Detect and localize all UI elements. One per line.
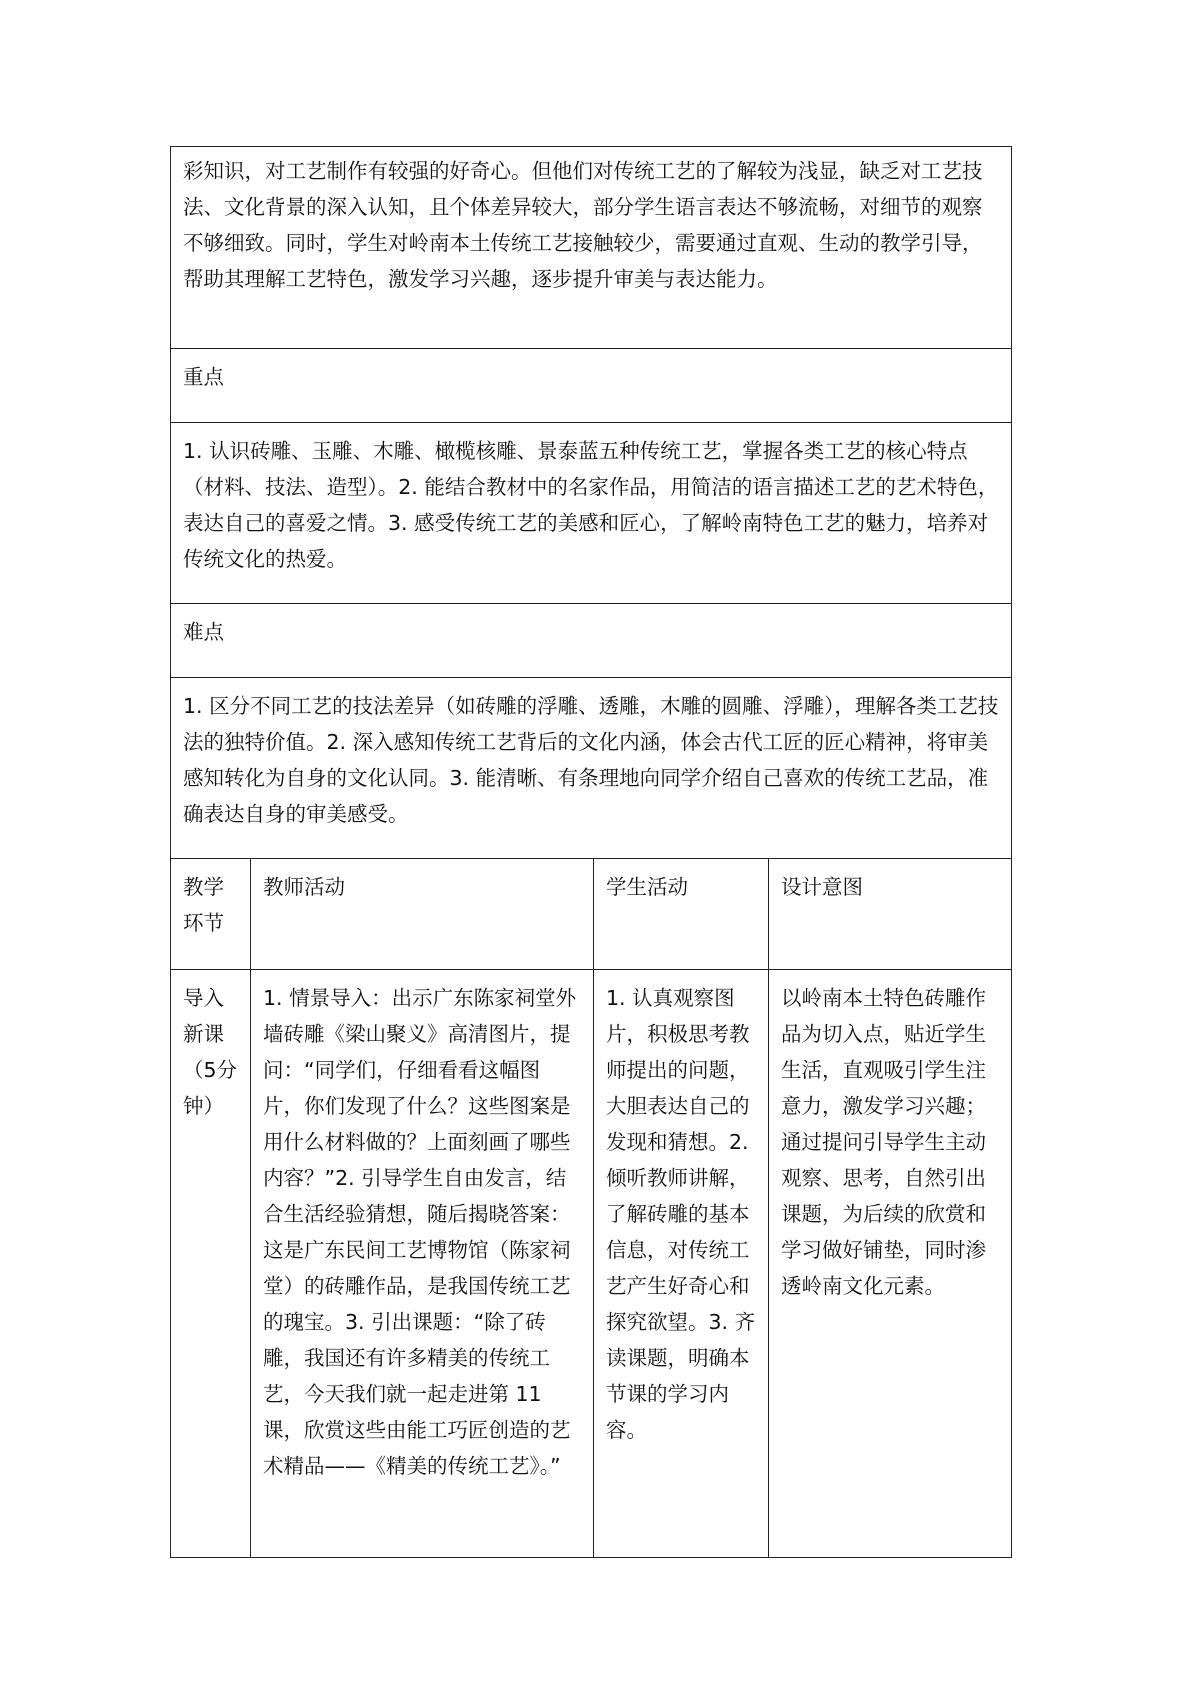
stage-cell: 导入新课（5分钟） xyxy=(171,970,251,1558)
header-teacher-activity: 教师活动 xyxy=(251,859,594,970)
header-student-activity: 学生活动 xyxy=(594,859,769,970)
difficult-points-content: 1. 区分不同工艺的技法差异（如砖雕的浮雕、透雕，木雕的圆雕、浮雕），理解各类工艺技法的独特价值。2. 深入感知传统工艺背后的文化内涵，体会古代工匠的匠心精神，将审美感知转化为自身的文化认同。3. 能清晰、有条理地向同学介绍自己喜欢的传统工艺品，准确表达自身的审美感受。 xyxy=(171,678,1012,859)
key-points-label-row xyxy=(171,349,1012,423)
header-stage: 教学环节 xyxy=(171,859,251,970)
difficult-points-label-row xyxy=(171,604,1012,678)
key-points-label: 重点 xyxy=(171,349,1012,423)
activity-header-row xyxy=(171,859,1012,970)
activity-row-introduction xyxy=(171,970,1012,1558)
student-analysis-row xyxy=(171,147,1012,349)
design-intent-cell: 以岭南本土特色砖雕作品为切入点，贴近学生生活，直观吸引学生注意力，激发学习兴趣；通过提问引导学生主动观察、思考，自然引出课题，为后续的欣赏和学习做好铺垫，同时渗透岭南文化元素。 xyxy=(769,970,1012,1558)
student-activity-cell: 1. 认真观察图片，积极思考教师提出的问题，大胆表达自己的发现和猜想。2. 倾听教师讲解，了解砖雕的基本信息，对传统工艺产生好奇心和探究欲望。3. 齐读课题，明确本节课的学习内容。 xyxy=(594,970,769,1558)
lesson-plan-table xyxy=(170,146,1012,1558)
key-points-content: 1. 认识砖雕、玉雕、木雕、橄榄核雕、景泰蓝五种传统工艺，掌握各类工艺的核心特点（材料、技法、造型）。2. 能结合教材中的名家作品，用简洁的语言描述工艺的艺术特色，表达自己的喜爱之情。3. 感受传统工艺的美感和匠心，了解岭南特色工艺的魅力，培养对传统文化的热爱。 xyxy=(171,423,1012,604)
header-design-intent: 设计意图 xyxy=(769,859,1012,970)
student-analysis-text: 彩知识，对工艺制作有较强的好奇心。但他们对传统工艺的了解较为浅显，缺乏对工艺技法、文化背景的深入认知，且个体差异较大，部分学生语言表达不够流畅，对细节的观察不够细致。同时，学生对岭南本土传统工艺接触较少，需要通过直观、生动的教学引导，帮助其理解工艺特色，激发学习兴趣，逐步提升审美与表达能力。 xyxy=(171,147,1012,349)
teacher-activity-cell: 1. 情景导入：出示广东陈家祠堂外墙砖雕《梁山聚义》高清图片，提问：“同学们，仔细看看这幅图片，你们发现了什么？这些图案是用什么材料做的？上面刻画了哪些内容？”2. 引导学生自由发言，结合生活经验猜想，随后揭晓答案：这是广东民间工艺博物馆（陈家祠堂）的砖雕作品，是我国传统工艺的瑰宝。3. 引出课题：“除了砖雕，我国还有许多精美的传统工艺，今天我们就一起走进第 11 课，欣赏这些由能工巧匠创造的艺术精品——《精美的传统工艺》。” xyxy=(251,970,594,1558)
difficult-points-label: 难点 xyxy=(171,604,1012,678)
difficult-points-content-row xyxy=(171,678,1012,859)
key-points-content-row xyxy=(171,423,1012,604)
